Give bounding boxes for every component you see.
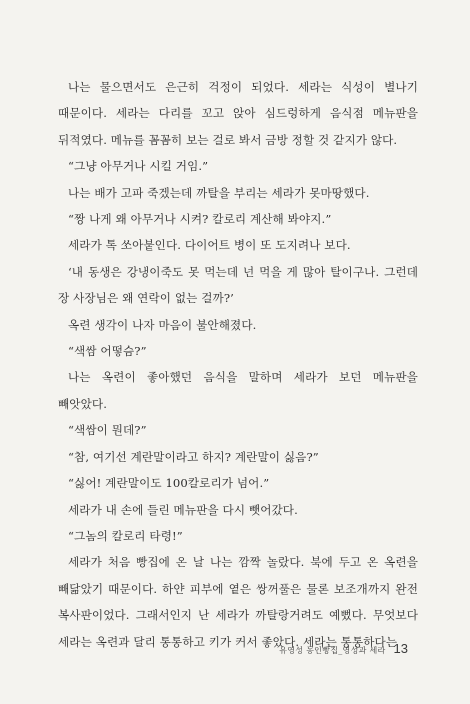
paragraph: 나는 물으면서도 은근히 걱정이 되었다. 세라는 식성이 별나기 때문이다. 세라는 다리를 꼬고 앉아 심드렁하게 음식점 메뉴판을 뒤적였다. 메뉴를 꼼꼼히 보는 걸로 봐서 금방 정할 것 같지가 않다.: [58, 80, 418, 147]
running-title: 유영성 동인빵집_영성과 세라: [279, 646, 386, 655]
paragraph: ‘내 동생은 강냉이죽도 못 먹는데 넌 먹을 게 많아 탈이구나. 그런데 장 사장님은 왜 연락이 없는 걸까?’: [58, 264, 418, 306]
paragraph: 나는 옥련이 좋아했던 음식을 말하며 세라가 보던 메뉴판을 빼앗았다.: [58, 370, 418, 411]
body-text: [58, 74, 418, 655]
paragraph: “그놈의 칼로리 타령!”: [68, 528, 183, 543]
paragraph: “색쌈 어떻슴?”: [68, 344, 147, 359]
paragraph: 옥련 생각이 나자 마음이 불안해졌다.: [68, 317, 257, 332]
paragraph: 나는 배가 고파 죽겠는데 까탈을 부리는 세라가 못마땅했다.: [68, 185, 370, 200]
paragraph: 세라가 처음 빵집에 온 날 나는 깜짝 놀랐다. 북에 두고 온 옥련을 빼닮았기 때문이다. 하얀 피부에 옅은 쌍꺼풀은 물론 보조개까지 완전 복사판이었다. 그래서인지 난 세라가 까탈랑거려도 예뻤다. 무엇보다 세라는 옥련과 달리 통통하고 키가 커서 좋았다. 세라는 통통하다는: [58, 555, 418, 649]
paragraph: “색쌈이 뭔데?”: [68, 423, 147, 438]
paragraph: “짱 나게 왜 아무거나 시켜? 칼로리 계산해 봐야지.”: [68, 212, 332, 227]
paragraph: “싫어! 계란말이도 100칼로리가 넘어.”: [68, 476, 270, 491]
paragraph: 세라가 내 손에 들린 메뉴판을 다시 뺏어갔다.: [68, 502, 298, 517]
paragraph: 세라가 톡 쏘아붙인다. 다이어트 병이 또 도지려나 보다.: [68, 238, 351, 253]
paragraph: “그냥 아무거나 시킬 거임.”: [68, 159, 209, 174]
page-footer: [279, 641, 408, 656]
page-number: 13: [393, 641, 408, 656]
paragraph: “참, 여기선 계란말이라고 하지? 계란말이 싫음?”: [68, 449, 319, 464]
